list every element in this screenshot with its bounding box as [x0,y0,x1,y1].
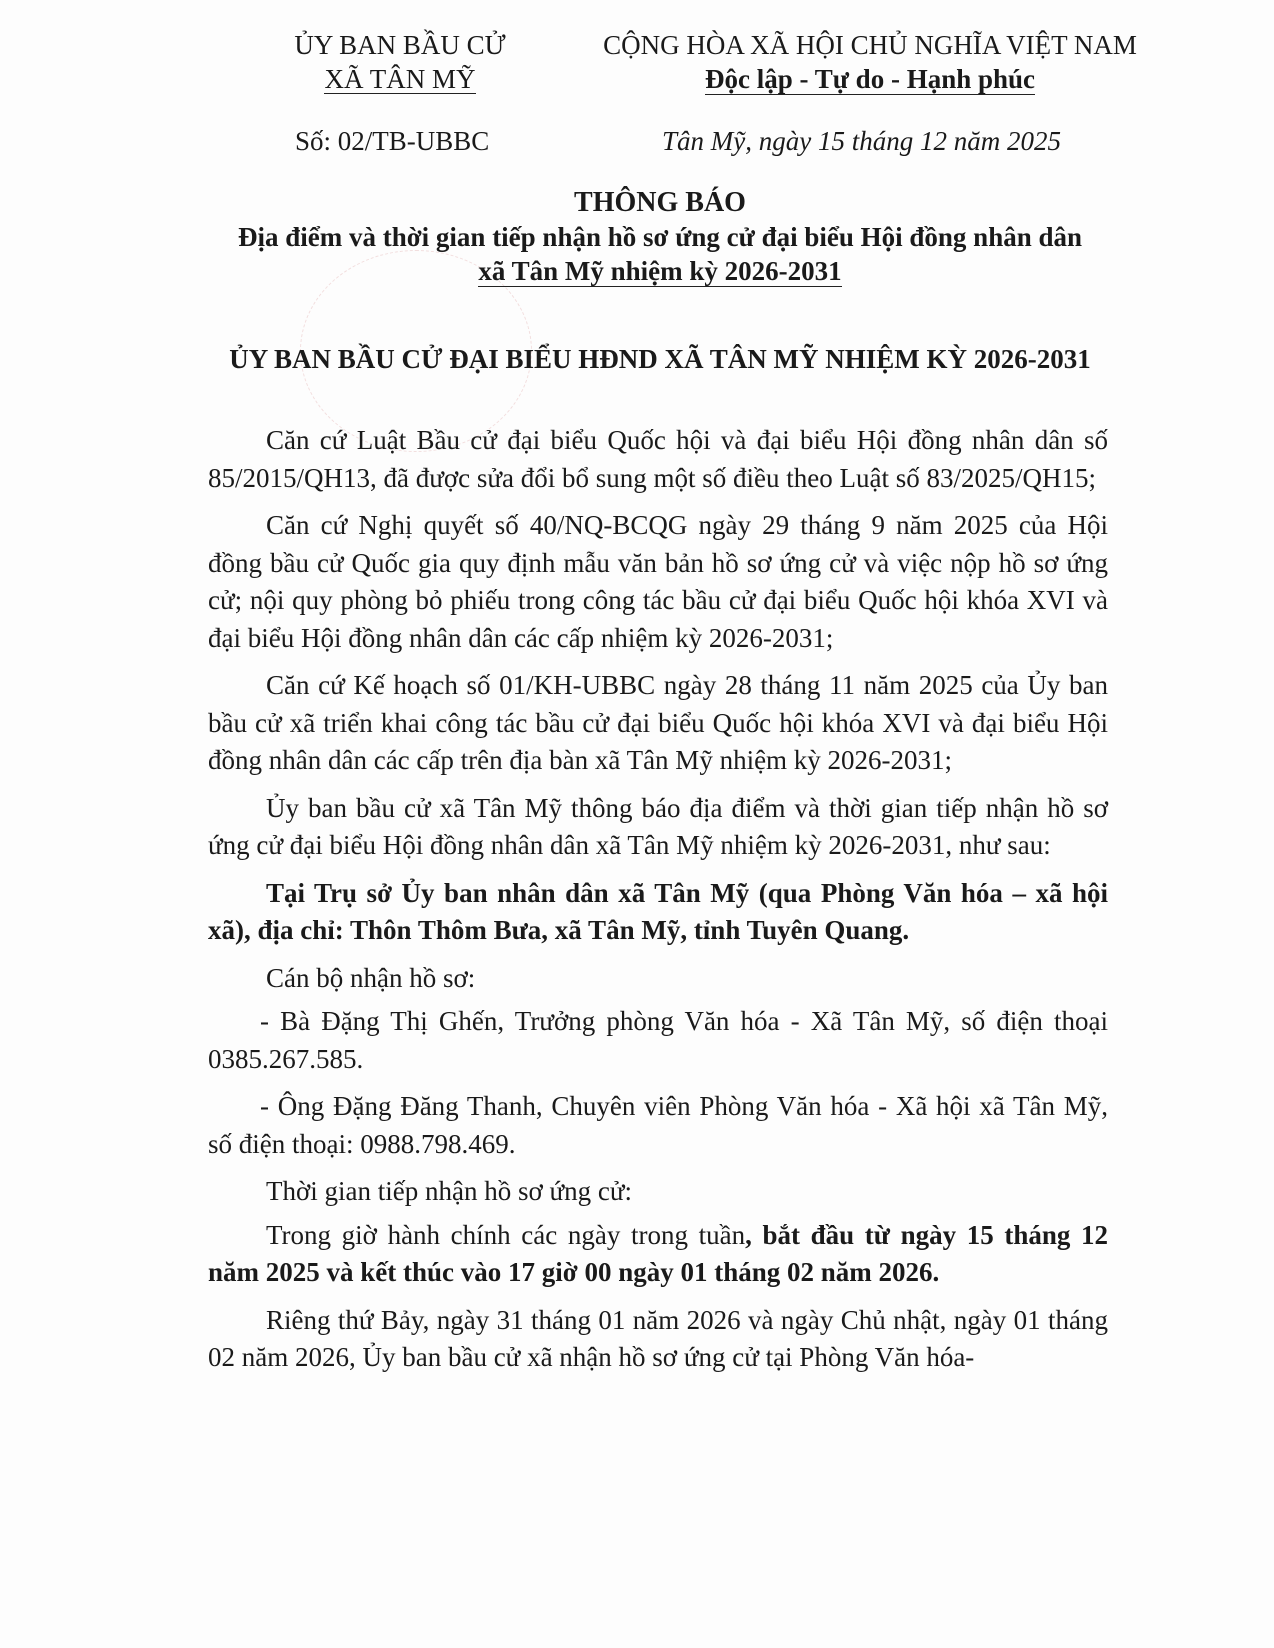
committee-heading: ỦY BAN BẦU CỬ ĐẠI BIỂU HĐND XÃ TÂN MỸ NHIỆM KỲ 2026-2031 [229,344,1091,374]
paragraph-time-heading: Thời gian tiếp nhận hồ sơ ứng cử: [266,1176,633,1206]
title-subject-line-1: Địa điểm và thời gian tiếp nhận hồ sơ ứng cử đại biểu Hội đồng nhân dân [237,222,1083,252]
authority-line-1: ỦY BAN BẦU CỬ [294,30,506,60]
document-date: Tân Mỹ, ngày 15 tháng 12 năm 2025 [662,126,1061,156]
document-body [208,422,1108,1387]
staff-item-1: - Bà Đặng Thị Ghến, Trưởng phòng Văn hóa - Xã Tân Mỹ, số điện thoại 0385.267.585. [208,1006,1108,1074]
time-normal-text: Trong giờ hành chính các ngày trong tuần [266,1219,746,1250]
staff-item-2: - Ông Đặng Đăng Thanh, Chuyên viên Phòng Văn hóa - Xã hội xã Tân Mỹ, số điện thoại: 0988.798.469. [208,1091,1108,1159]
authority-line-2: XÃ TÂN MỸ [324,64,476,94]
country-name: CỘNG HÒA XÃ HỘI CHỦ NGHĨA VIỆT NAM [603,30,1137,60]
paragraph-weekend: Riêng thứ Bảy, ngày 31 tháng 01 năm 2026 và ngày Chủ nhật, ngày 01 tháng 02 năm 2026, Ủy ban bầu cử xã nhận hồ sơ ứng cử tại Phòng Văn hóa- [208,1304,1108,1372]
motto-line: Độc lập - Tự do - Hạnh phúc [704,64,1036,94]
paragraph-location [208,875,1108,950]
location-text: Tại Trụ sở Ủy ban nhân dân xã Tân Mỹ (qua Phòng Văn hóa – xã hội xã), địa chỉ: Thôn Thôm Bưa, xã Tân Mỹ, tỉnh Tuyên Quang. [208,877,1108,945]
paragraph-legal-basis-1: Căn cứ Luật Bầu cử đại biểu Quốc hội và đại biểu Hội đồng nhân dân số 85/2015/QH13, đã được sửa đổi bổ sung một số điều theo Luật số 83/2025/QH15; [208,425,1108,493]
national-motto [590,28,1150,96]
time-bold-text: , bắt đầu từ ngày 15 tháng 12 năm 2025 và kết thúc vào 17 giờ 00 ngày 01 tháng 02 năm 2026. [208,1219,1108,1287]
paragraph-staff-heading: Cán bộ nhận hồ sơ: [266,962,476,993]
paragraph-legal-basis-3: Căn cứ Kế hoạch số 01/KH-UBBC ngày 28 tháng 11 năm 2025 của Ủy ban bầu cử xã triển khai công tác bầu cử đại biểu Quốc hội khóa XVI và đại biểu Hội đồng nhân dân các cấp trên địa bàn xã Tân Mỹ nhiệm kỳ 2026-2031; [208,670,1108,775]
paragraph-announcement: Ủy ban bầu cử xã Tân Mỹ thông báo địa điểm và thời gian tiếp nhận hồ sơ ứng cử đại biểu Hội đồng nhân dân xã Tân Mỹ nhiệm kỳ 2026-2031, như sau: [208,792,1108,860]
title-heading: THÔNG BÁO [574,187,746,218]
issuing-authority [250,28,550,96]
paragraph-time [208,1217,1108,1292]
title-subject-line-2: xã Tân Mỹ nhiệm kỳ 2026-2031 [478,256,842,286]
paragraph-legal-basis-2: Căn cứ Nghị quyết số 40/NQ-BCQG ngày 29 tháng 9 năm 2025 của Hội đồng bầu cử Quốc gia quy định mẫu văn bản hồ sơ ứng cử và việc nộp hồ sơ ứng cử; nội quy phòng bỏ phiếu trong công tác bầu cử đại biểu Quốc hội khóa XVI và đại biểu Hội đồng nhân dân các cấp nhiệm kỳ 2026-2031; [208,510,1108,653]
document-title [150,186,1170,288]
document-number: Số: 02/TB-UBBC [295,126,490,156]
